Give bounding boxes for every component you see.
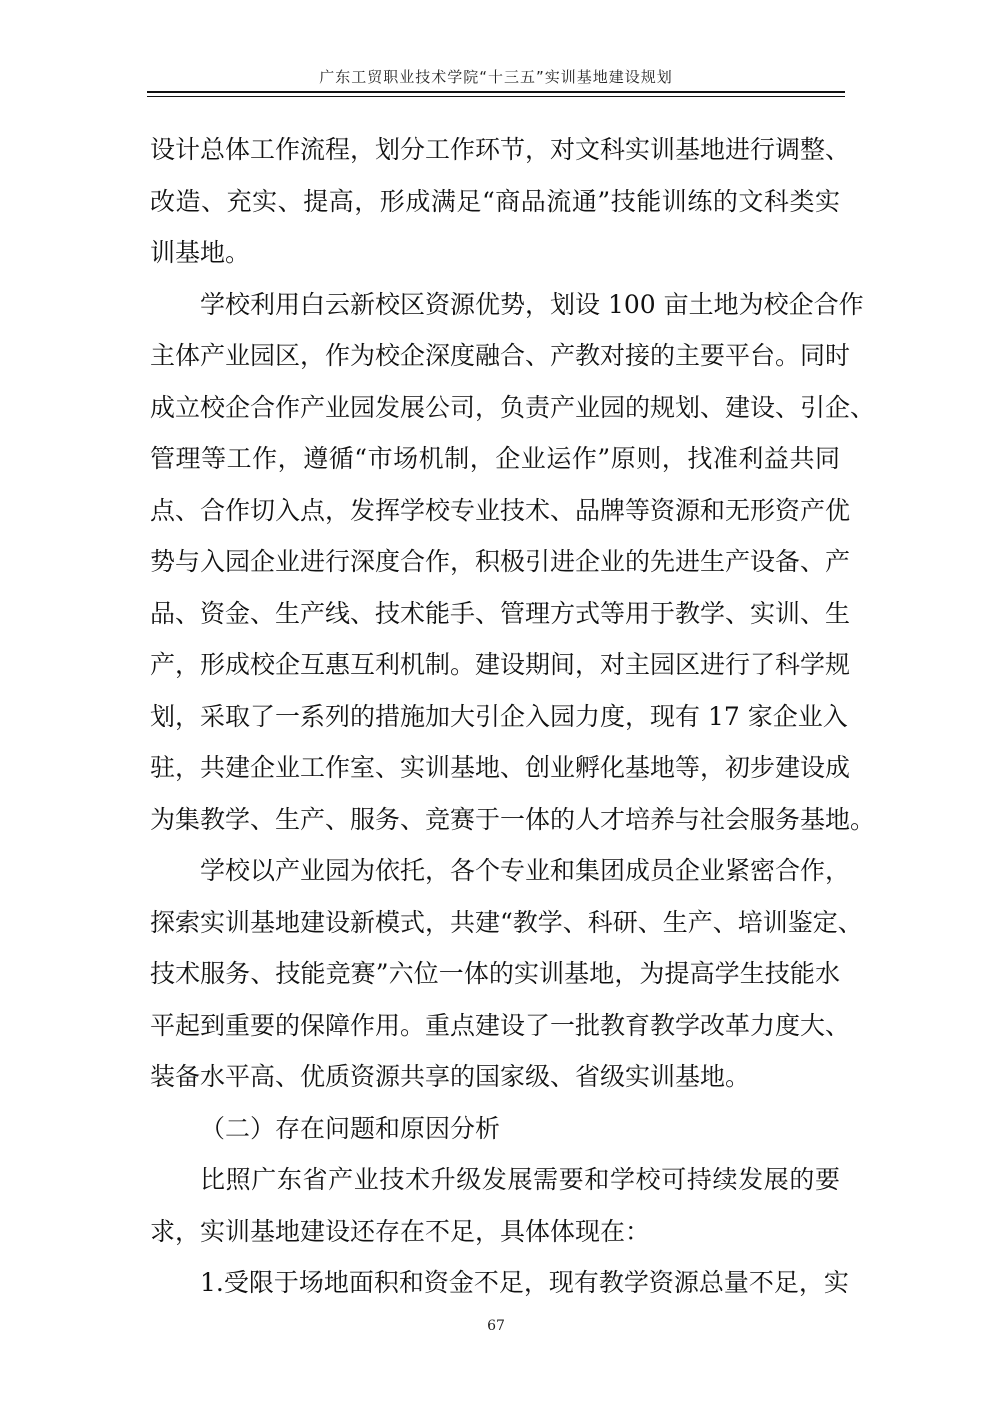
page-number: 67 bbox=[487, 1318, 505, 1334]
body-line-9: 势与入园企业进行深度合作，积极引进企业的先进生产设备、产 bbox=[150, 547, 851, 576]
body-line-15: 学校以产业园为依托，各个专业和集团成员企业紧密合作， bbox=[200, 856, 851, 885]
body-line-12: 划，采取了一系列的措施加大引企入园力度，现有 17 家企业入 bbox=[150, 702, 848, 731]
body-line-1: 设计总体工作流程，划分工作环节，对文科实训基地进行调整、 bbox=[150, 135, 851, 164]
body-line-22: 求，实训基地建设还存在不足，具体体现在： bbox=[150, 1217, 651, 1246]
body-line-2: 改造、充实、提高，形成满足“商品流通”技能训练的文科类实 bbox=[150, 187, 840, 216]
body-line-19: 装备水平高、优质资源共享的国家级、省级实训基地。 bbox=[150, 1062, 751, 1091]
body-line-17: 技术服务、技能竞赛”六位一体的实训基地，为提高学生技能水 bbox=[150, 959, 840, 988]
body-line-18: 平起到重要的保障作用。重点建设了一批教育教学改革力度大、 bbox=[150, 1011, 851, 1040]
running-header: 广东工贸职业技术学院“十三五”实训基地建设规划 bbox=[319, 68, 673, 86]
body-line-3: 训基地。 bbox=[150, 238, 251, 267]
body-line-14: 为集教学、生产、服务、竞赛于一体的人才培养与社会服务基地。 bbox=[150, 805, 876, 834]
body-line-8: 点、合作切入点，发挥学校专业技术、品牌等资源和无形资产优 bbox=[150, 496, 851, 525]
header-rule-thin bbox=[147, 96, 845, 97]
body-line-21: 比照广东省产业技术升级发展需要和学校可持续发展的要 bbox=[200, 1165, 840, 1194]
body-line-13: 驻，共建企业工作室、实训基地、创业孵化基地等，初步建设成 bbox=[150, 753, 851, 782]
body-line-16: 探索实训基地建设新模式，共建“教学、科研、生产、培训鉴定、 bbox=[150, 908, 863, 937]
body-line-11: 产，形成校企互惠互利机制。建设期间，对主园区进行了科学规 bbox=[150, 650, 851, 679]
body-line-7: 管理等工作，遵循“市场机制，企业运作”原则，找准利益共同 bbox=[150, 444, 840, 473]
header-rule-thick bbox=[147, 91, 845, 93]
body-line-6: 成立校企合作产业园发展公司，负责产业园的规划、建设、引企、 bbox=[150, 393, 876, 422]
list-item-1: 1.受限于场地面积和资金不足，现有教学资源总量不足，实 bbox=[200, 1268, 849, 1297]
section-heading: （二）存在问题和原因分析 bbox=[200, 1114, 501, 1143]
body-line-5: 主体产业园区，作为校企深度融合、产教对接的主要平台。同时 bbox=[150, 341, 851, 370]
body-line-4: 学校利用白云新校区资源优势，划设 100 亩土地为校企合作 bbox=[200, 290, 864, 319]
body-line-10: 品、资金、生产线、技术能手、管理方式等用于教学、实训、生 bbox=[150, 599, 851, 628]
